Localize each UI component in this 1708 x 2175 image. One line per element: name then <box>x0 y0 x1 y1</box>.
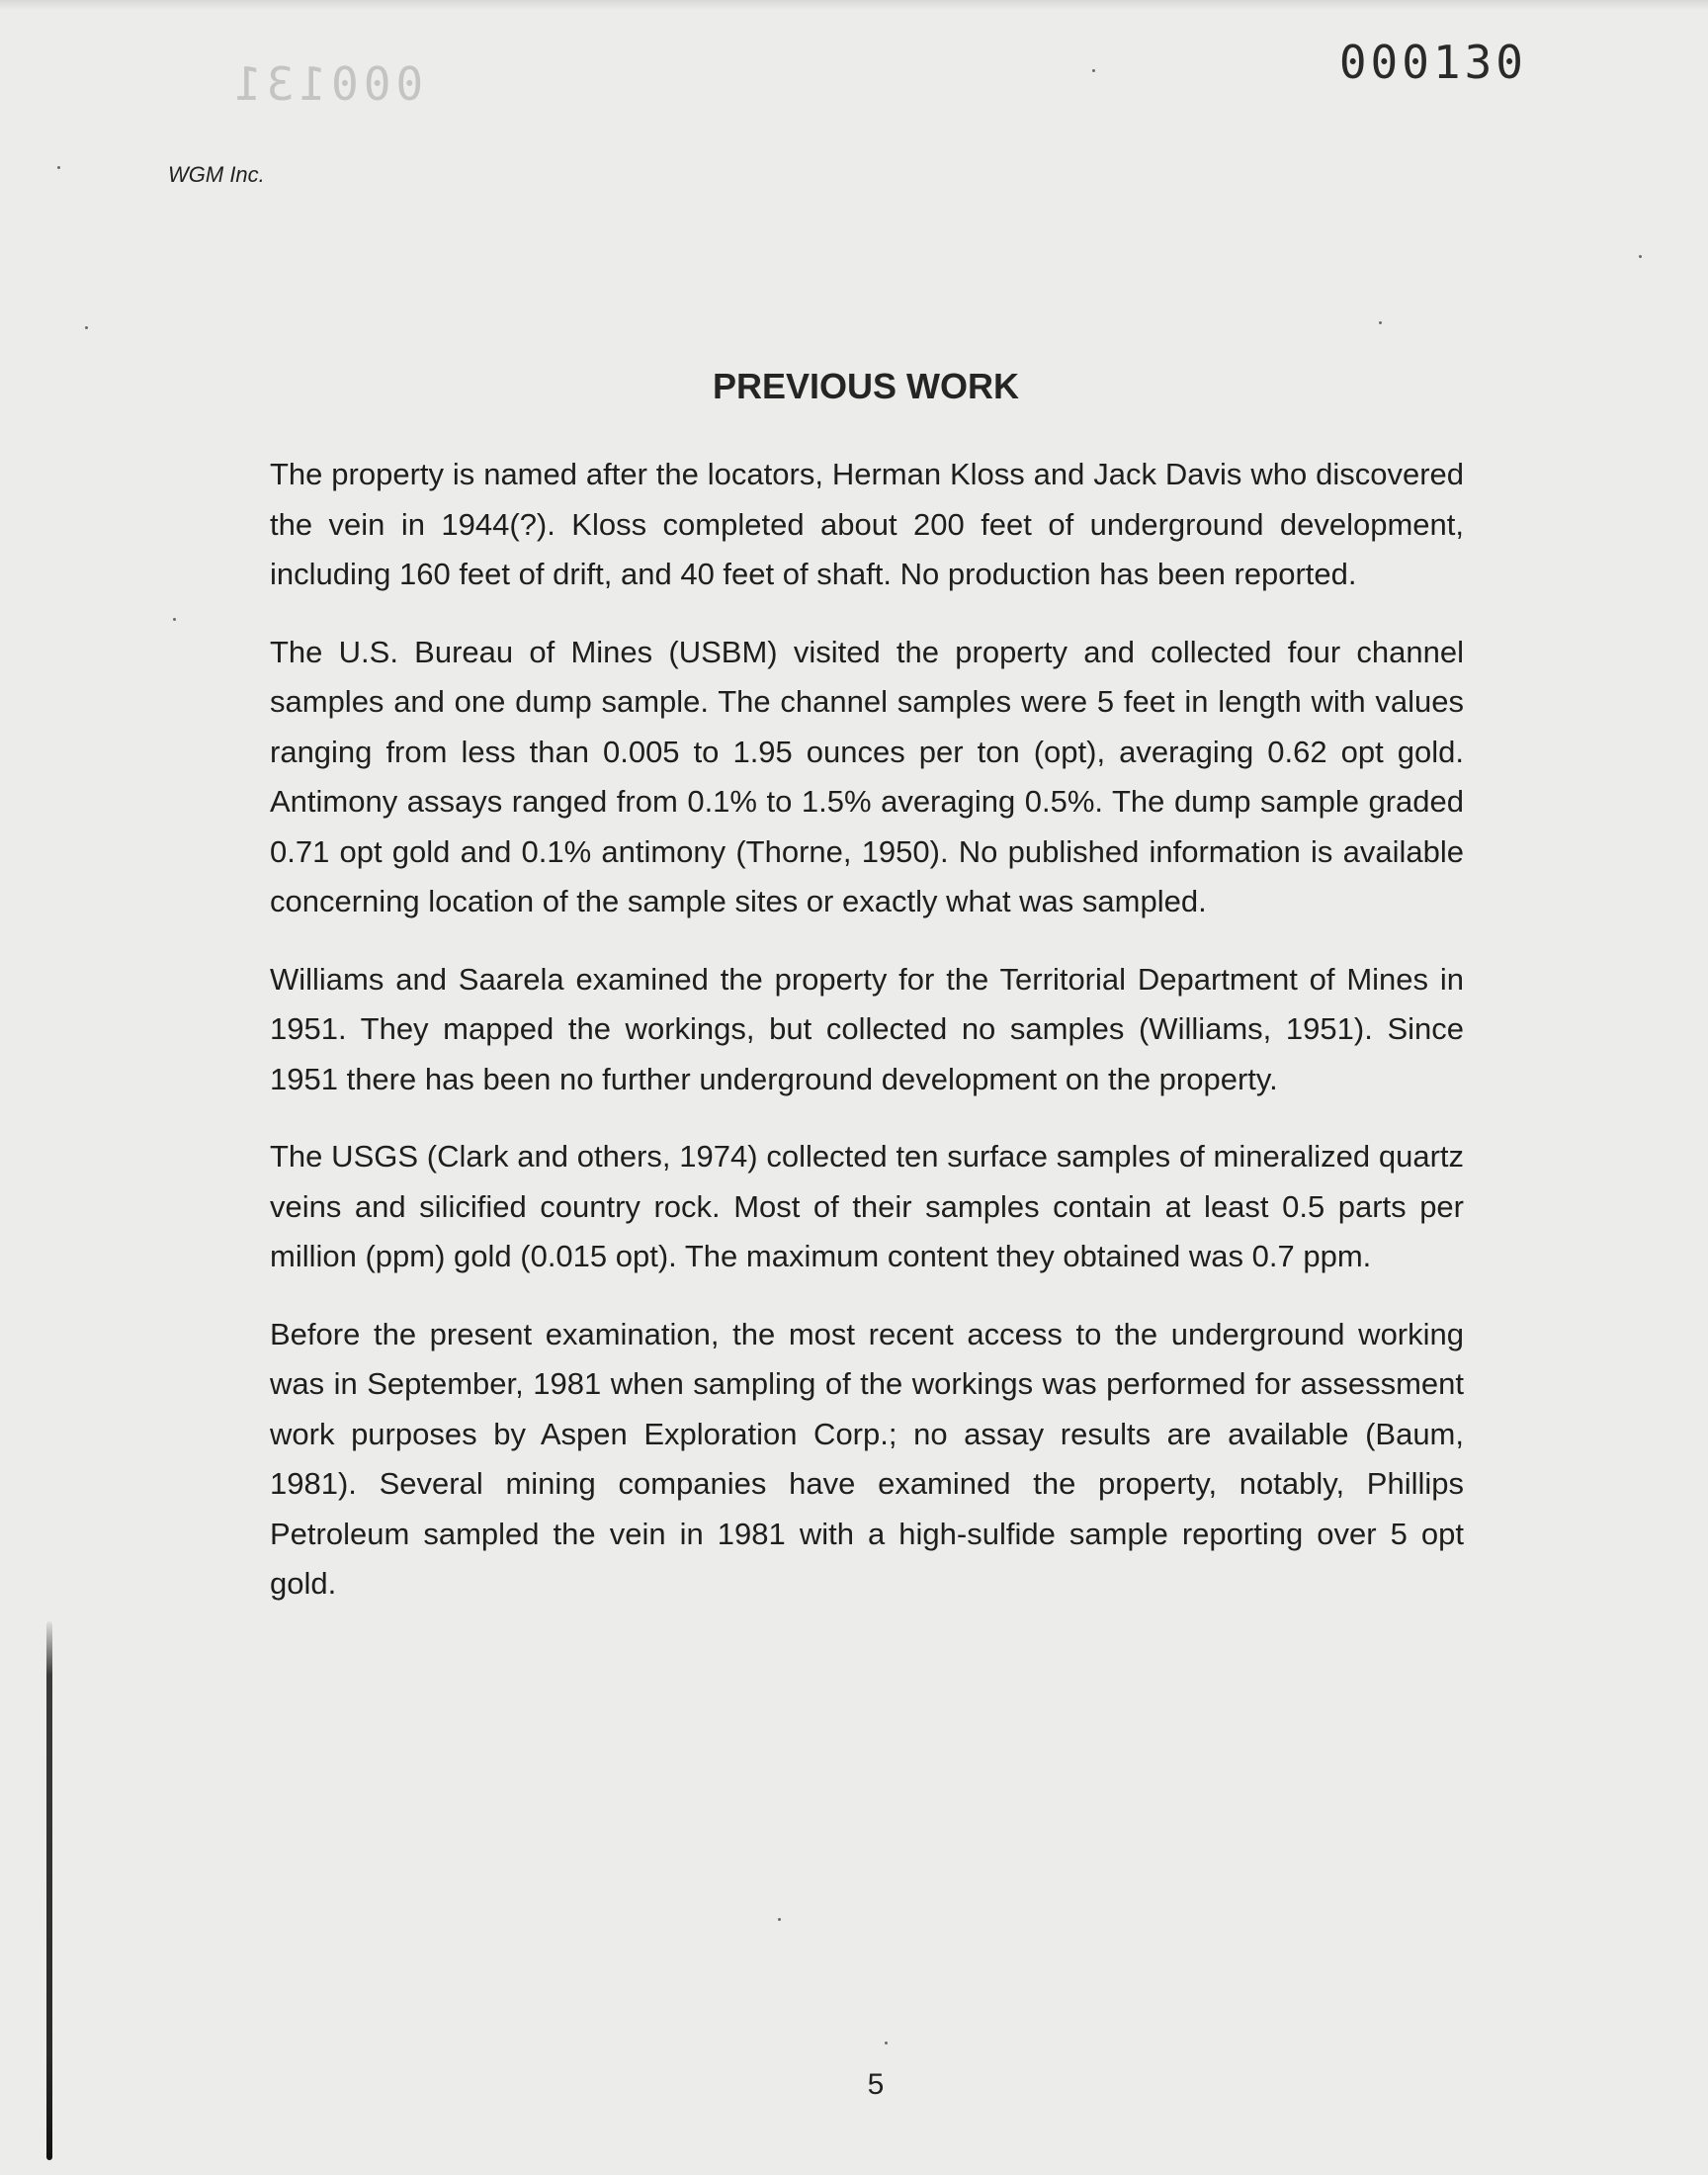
section-title: PREVIOUS WORK <box>712 366 1020 406</box>
company-header: WGM Inc. <box>168 162 265 187</box>
scan-speck <box>173 618 176 621</box>
scan-speck <box>778 1918 781 1921</box>
paragraph-williams-saarela: Williams and Saarela examined the property for the Territorial Department of Mines in 1951. They mapped the workings, but collected no samples (Williams, 1951). Since 1951 there has been no further underground development on the property. <box>270 961 1464 1096</box>
paragraph-locators: The property is named after the locators, Herman Kloss and Jack Davis who discovered the vein in 1944(?). Kloss completed about 200 feet of underground development, including 160 feet of drift, and 40 feet of shaft. No production has been reported. <box>270 457 1464 591</box>
scan-binding-mark <box>46 1621 52 2160</box>
document-number: 000130 <box>1338 36 1527 89</box>
scan-speck <box>57 166 60 169</box>
paragraph-recent-access: Before the present examination, the most recent access to the underground working was in September, 1981 when sampling of the workings was performed for assessment work purposes by Aspen Exploration Corp.; no assay results are available (Baum, 1981). Several mining companies have examined the property, notably, Phillips Petroleum sampled the vein in 1981 with a high-sulfide sample reporting over 5 opt gold. <box>270 1316 1464 1601</box>
body-text <box>270 450 1464 1637</box>
paragraph-usbm: The U.S. Bureau of Mines (USBM) visited the property and collected four channel samples and one dump sample. The channel samples were 5 feet in length with values ranging from less than 0.005 to 1.95 ounces per ton (opt), averaging 0.62 opt gold. Antimony assays ranged from 0.1% to 1.5% averaging 0.5%. The dump sample graded 0.71 opt gold and 0.1% antimony (Thorne, 1950). No published information is available concerning location of the sample sites or exactly what was sampled. <box>270 634 1464 918</box>
scan-speck <box>1379 321 1382 324</box>
scan-speck <box>885 2042 888 2044</box>
scan-top-edge <box>0 0 1708 10</box>
scan-speck <box>1092 69 1095 72</box>
scan-speck <box>1639 255 1642 258</box>
paragraph-usgs: The USGS (Clark and others, 1974) collected ten surface samples of mineralized quartz veins and silicified country rock. Most of their samples contain at least 0.5 parts per million (ppm) gold (0.015 opt). The maximum content they obtained was 0.7 ppm. <box>270 1139 1464 1273</box>
scan-speck <box>85 326 88 329</box>
page-number: 5 <box>867 2068 885 2101</box>
bleed-through-number: 000131 <box>229 57 424 111</box>
